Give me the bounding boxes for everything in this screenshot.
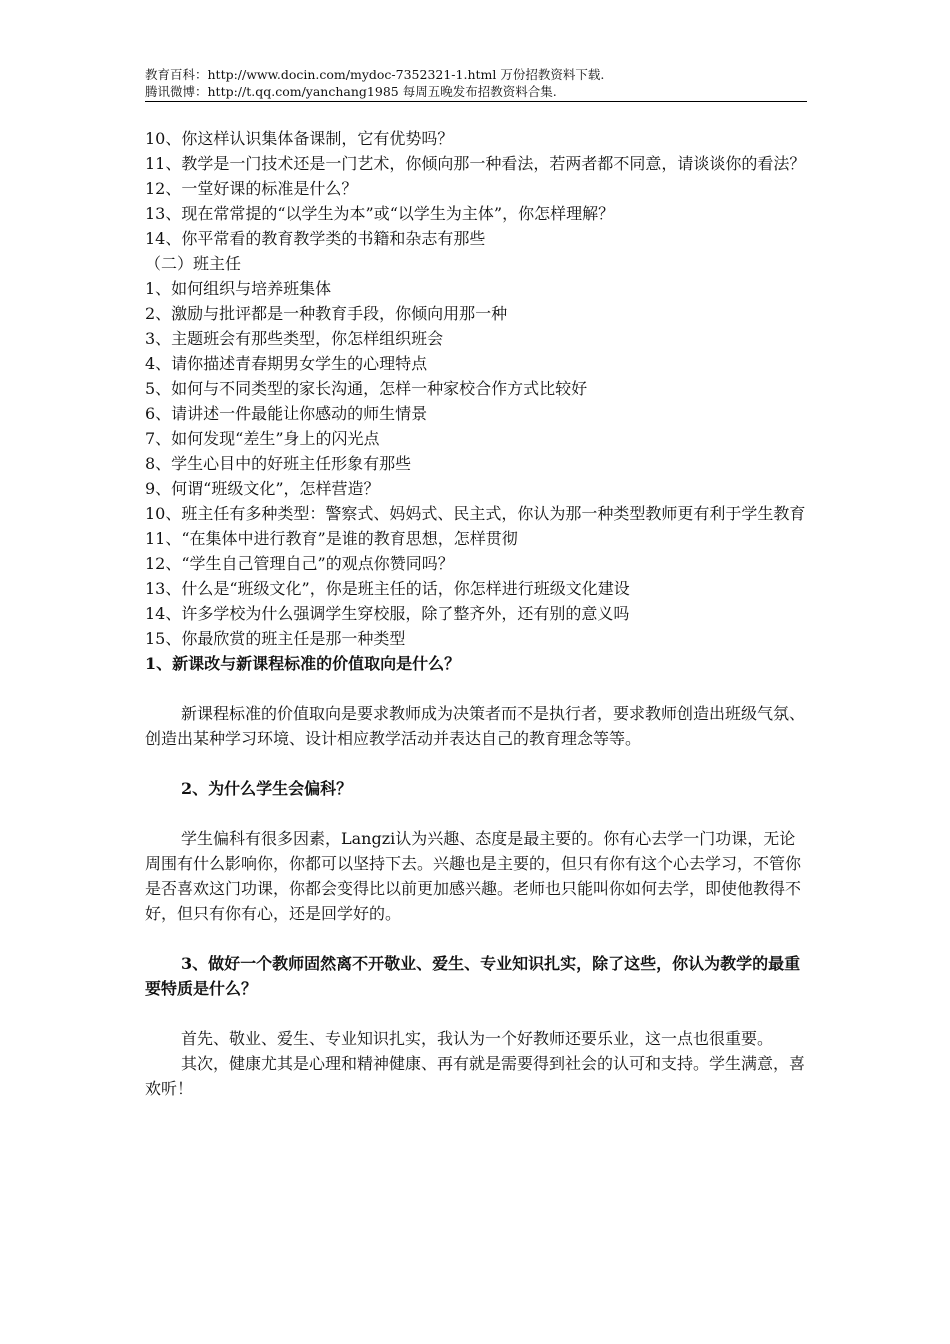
list-item: 11、教学是一门技术还是一门艺术，你倾向那一种看法，若两者都不同意，请谈谈你的看法？ <box>145 154 806 173</box>
spacer <box>145 676 807 701</box>
qa-question-3: 3、做好一个教师固然离不开敬业、爱生、专业知识扎实，除了这些，你认为教学的最重要特质是什么？ <box>145 954 801 998</box>
document-body <box>145 126 807 1101</box>
class-teacher-questions-list <box>145 276 807 651</box>
header-line-weibo: 腾讯微博：http://t.qq.com/yanchang1985 每周五晚发布招教资料合集. <box>145 84 557 99</box>
qa-answer-1: 新课程标准的价值取向是要求教师成为决策者而不是执行者，要求教师创造出班级气氛、创造出某种学习环境、设计相应教学活动并表达自己的教育理念等等。 <box>145 704 806 748</box>
list-item: 5、如何与不同类型的家长沟通，怎样一种家校合作方式比较好 <box>145 379 588 398</box>
qa-question-2: 2、为什么学生会偏科？ <box>181 779 353 798</box>
list-item: 2、激励与批评都是一种教育手段，你倾向用那一种 <box>145 304 508 323</box>
spacer <box>145 1001 807 1026</box>
list-item: 6、请讲述一件最能让你感动的师生情景 <box>145 404 428 423</box>
spacer <box>145 751 807 776</box>
qa-answer-3-part-1: 首先、敬业、爱生、专业知识扎实，我认为一个好教师还要乐业，这一点也很重要。 <box>181 1029 774 1048</box>
list-item: 9、何谓“班级文化”，怎样营造？ <box>145 479 380 498</box>
list-item: 12、一堂好课的标准是什么？ <box>145 179 358 198</box>
header-line-docin: 教育百科：http://www.docin.com/mydoc-7352321-1.html 万份招教资料下载. <box>145 67 605 82</box>
list-item: 1、如何组织与培养班集体 <box>145 279 332 298</box>
list-item: 3、主题班会有那些类型，你怎样组织班会 <box>145 329 444 348</box>
section-heading-class-teacher: （二）班主任 <box>145 254 242 273</box>
list-item: 13、现在常常提的“以学生为本”或“以学生为主体”，你怎样理解？ <box>145 204 615 223</box>
list-item: 10、班主任有多种类型：警察式、妈妈式、民主式，你认为那一种类型教师更有利于学生教育 <box>145 504 806 523</box>
list-item: 4、请你描述青春期男女学生的心理特点 <box>145 354 428 373</box>
spacer <box>145 801 807 826</box>
list-item: 7、如何发现“差生”身上的闪光点 <box>145 429 380 448</box>
list-item: 14、许多学校为什么强调学生穿校服，除了整齐外，还有别的意义吗 <box>145 604 630 623</box>
list-item: 11、“在集体中进行教育”是谁的教育思想，怎样贯彻 <box>145 529 518 548</box>
list-item: 8、学生心目中的好班主任形象有那些 <box>145 454 412 473</box>
list-item: 14、你平常看的教育教学类的书籍和杂志有那些 <box>145 229 486 248</box>
header-divider <box>145 101 807 102</box>
list-item: 15、你最欣赏的班主任是那一种类型 <box>145 629 406 648</box>
teaching-questions-list <box>145 126 807 251</box>
page-header <box>145 66 807 100</box>
list-item: 10、你这样认识集体备课制，它有优势吗？ <box>145 129 454 148</box>
qa-question-1: 1、新课改与新课程标准的价值取向是什么？ <box>145 654 461 673</box>
list-item: 13、什么是“班级文化”，你是班主任的话，你怎样进行班级文化建设 <box>145 579 630 598</box>
spacer <box>145 926 807 951</box>
list-item: 12、“学生自己管理自己”的观点你赞同吗？ <box>145 554 454 573</box>
qa-answer-2: 学生偏科有很多因素，Langzi认为兴趣、态度是最主要的。你有心去学一门功课，无论周围有什么影响你，你都可以坚持下去。兴趣也是主要的，但只有你有这个心去学习，不管你是否喜欢这门功课，你都会变得比以前更加感兴趣。老师也只能叫你如何去学，即使他教得不好，但只有你有心，还是回学好的。 <box>145 829 802 923</box>
qa-answer-3-part-2: 其次，健康尤其是心理和精神健康、再有就是需要得到社会的认可和支持。学生满意，喜欢听！ <box>145 1054 806 1098</box>
